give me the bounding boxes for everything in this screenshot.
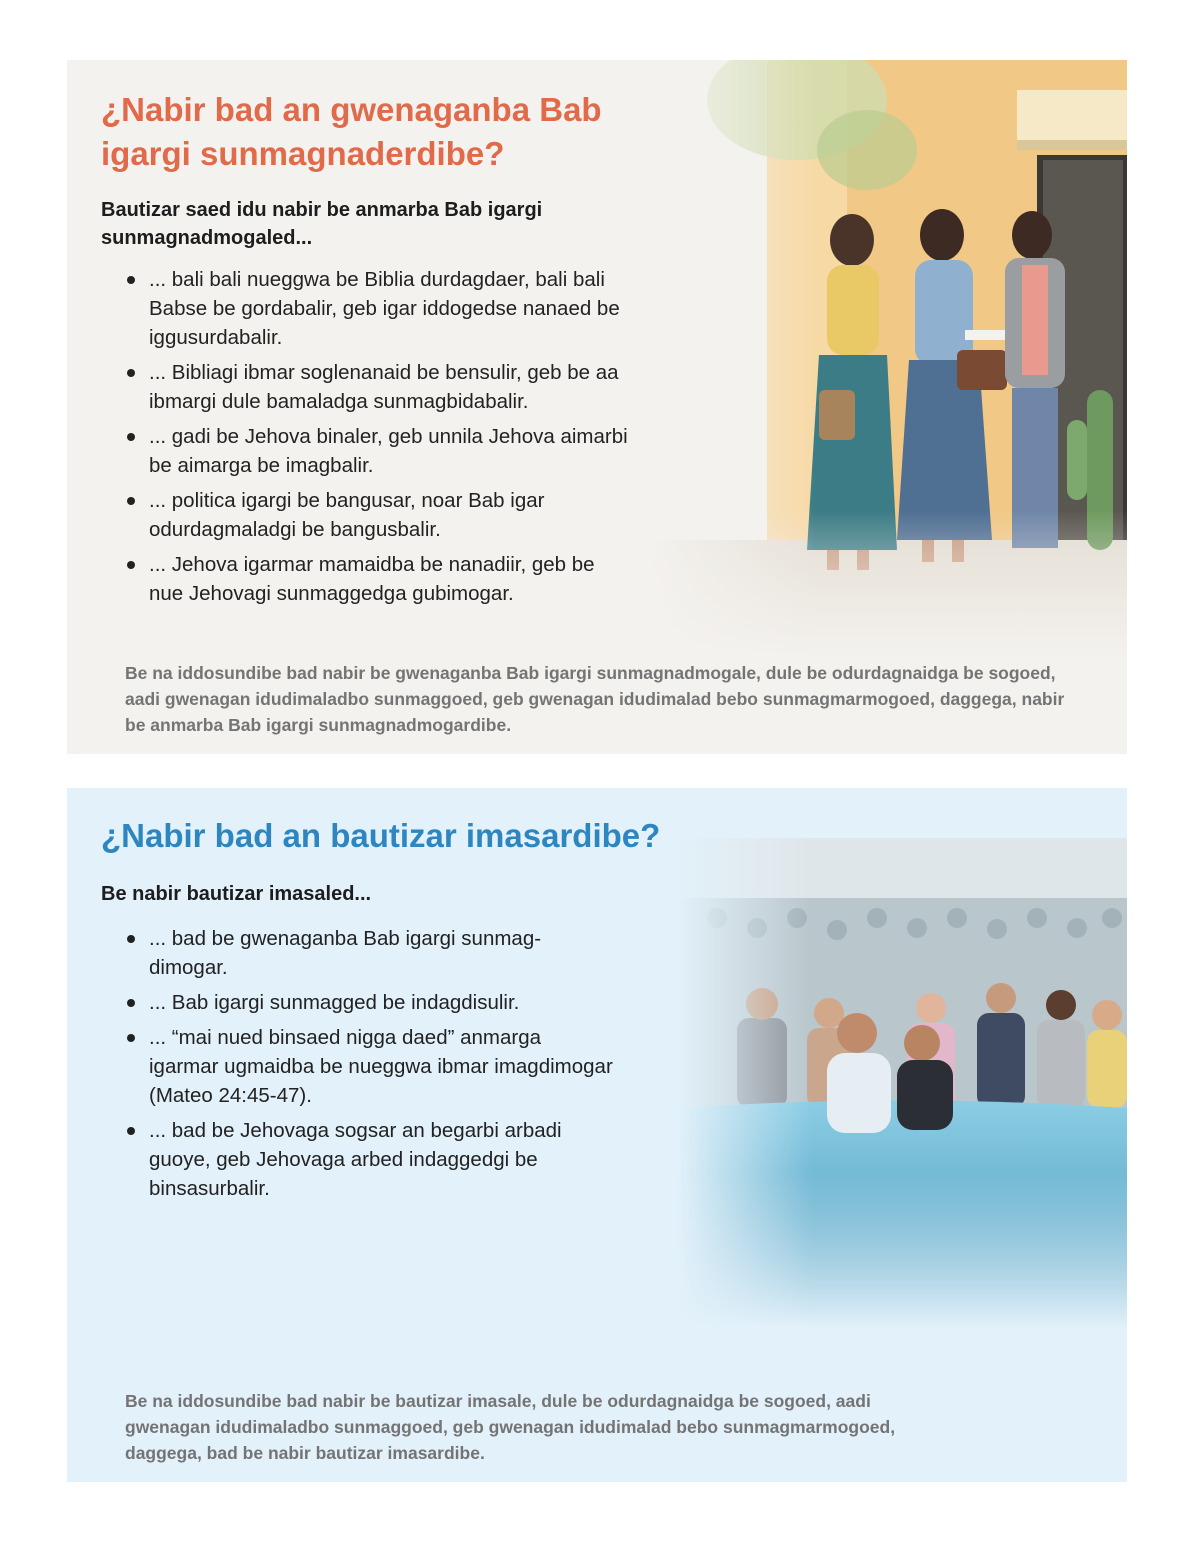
list-item: ... bali bali nueggwa be Biblia durdagdaer, bali bali Babse be gordabalir, geb igar iddogedse nanaed be iggusurdabalir. <box>123 265 628 352</box>
list-item: ... bad be Jehovaga sogsar an begarbi arbadi guoye, geb Jehovaga arbed indaggedgi be binsasurbalir. <box>123 1116 613 1203</box>
list-item: ... Bibliagi ibmar soglenanaid be bensulir, geb be aa ibmargi dule bamaladga sunmagbidabalir. <box>123 358 628 416</box>
doorstep-conversation-illustration <box>647 60 1127 660</box>
section-lead: Be nabir bautizar imasaled... <box>101 883 372 905</box>
bullet-list <box>123 265 628 614</box>
bible-study-card <box>67 60 1127 754</box>
baptism-illustration <box>677 808 1127 1328</box>
section-title: ¿Nabir bad an bautizar imasardibe? <box>101 817 661 854</box>
list-item: ... Bab igargi sunmagged be indagdisulir. <box>123 988 613 1017</box>
list-item: ... bad be gwenaganba Bab igargi sunmag-dimogar. <box>123 924 613 982</box>
list-item: ... Jehova igarmar mamaidba be nanadiir, geb be nue Jehovagi sunmaggedga gubimogar. <box>123 550 628 608</box>
section-title: ¿Nabir bad an gwenaganba Bab igargi sunmagnaderdibe? <box>101 91 602 172</box>
list-item: ... gadi be Jehova binaler, geb unnila Jehova aimarbi be aimarga be imagbalir. <box>123 422 628 480</box>
bullet-list <box>123 924 613 1209</box>
list-item: ... “mai nued binsaed nigga daed” anmarga igarmar ugmaidba be nueggwa ibmar imagdimogar (Mateo 24:45-47). <box>123 1023 613 1110</box>
section-lead: Bautizar saed idu nabir be anmarba Bab igargi sunmagnadmogaled... <box>101 199 543 249</box>
list-item: ... politica igargi be bangusar, noar Bab igar odurdagmaladgi be bangusbalir. <box>123 486 628 544</box>
section-note: Be na iddosundibe bad nabir be gwenaganba Bab igargi sunmagnadmogale, dule be odurdagnaidga be sogoed, aadi gwenagan idudimaladbo sunmaggoed, geb gwenagan idudimalad bebo sunmagmarmogoed, daggega, nabir be anmarba Bab igargi sunmagnadmogardibe. <box>125 663 1065 735</box>
section-note: Be na iddosundibe bad nabir be bautizar imasale, dule be odurdagnaidga be sogoed, aadi gwenagan idudimaladbo sunmaggoed, geb gwenagan idudimalad bebo sunmagmarmogoed, daggega, bad be nabir bautizar imasardibe. <box>125 1391 896 1463</box>
baptism-card <box>67 788 1127 1482</box>
